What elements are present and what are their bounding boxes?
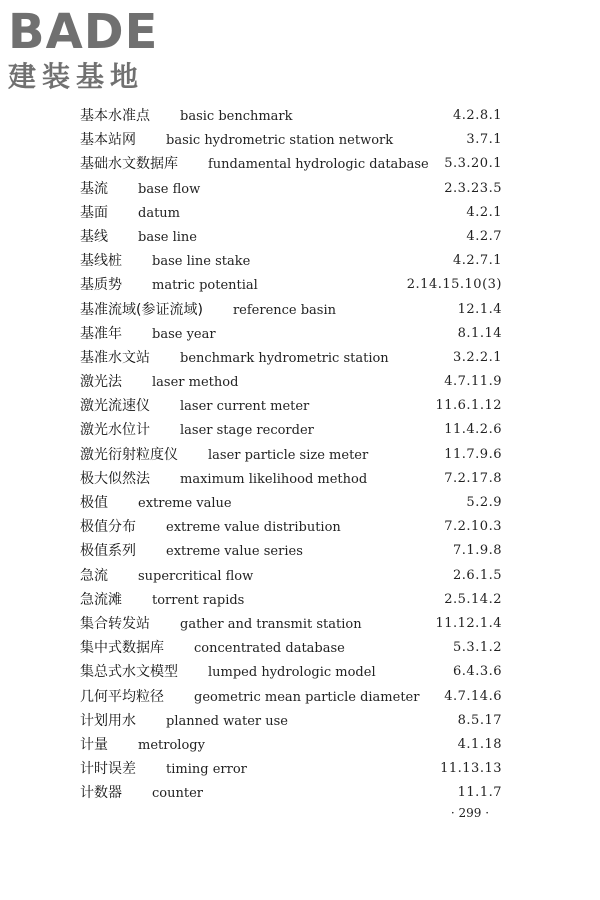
entry-english: lumped hydrologic model — [208, 665, 376, 681]
entry-english: extreme value — [138, 496, 232, 511]
entry-term: 基流 — [80, 180, 108, 197]
entry-section-ref: 8.5.17 — [457, 712, 502, 728]
glossary-entry — [80, 273, 502, 297]
glossary-entry — [80, 370, 502, 394]
entry-english: basic hydrometric station network — [166, 133, 394, 149]
entry-term: 基线桩 — [80, 253, 122, 270]
logo-subtitle: 建装基地 — [8, 60, 145, 93]
glossary-entry — [80, 418, 502, 442]
entry-english: maximum likelihood method — [180, 471, 368, 487]
entry-english: laser method — [152, 375, 239, 391]
entry-english: matric potential — [152, 278, 258, 294]
entry-term: 基线 — [80, 228, 108, 245]
entry-term: 激光衍射粒度仪 — [80, 446, 178, 463]
entry-section-ref: 5.2.9 — [466, 495, 502, 510]
glossary-entry — [80, 128, 502, 152]
entry-english: base flow — [138, 181, 201, 197]
glossary-entry — [80, 660, 502, 684]
glossary-entry — [80, 394, 502, 418]
entry-english: counter — [152, 786, 203, 802]
entry-english: extreme value distribution — [166, 520, 341, 536]
logo-word: BADE — [8, 4, 159, 60]
entry-section-ref: 3.2.2.1 — [453, 349, 502, 365]
entry-term: 集合转发站 — [80, 615, 150, 632]
entry-term: 极大似然法 — [80, 470, 150, 487]
entry-section-ref: 4.2.8.1 — [453, 108, 502, 123]
entry-section-ref: 7.1.9.8 — [453, 543, 502, 559]
entry-term: 基准流域(参证流域) — [80, 301, 203, 318]
page-number: · 299 · — [450, 806, 490, 820]
entry-english: reference basin — [232, 302, 337, 318]
glossary-entry — [80, 564, 502, 588]
glossary-entry — [80, 298, 502, 322]
entry-term: 急流滩 — [80, 591, 122, 608]
entry-term: 激光流速仪 — [80, 398, 150, 415]
entry-term: 计划用水 — [80, 712, 136, 729]
glossary-entry — [80, 491, 502, 515]
entry-term: 集中式数据库 — [80, 640, 164, 657]
entry-section-ref: 5.3.1.2 — [453, 640, 502, 656]
entry-section-ref: 12.1.4 — [457, 301, 502, 317]
entry-section-ref: 4.7.14.6 — [444, 688, 502, 704]
entry-english: extreme value series — [166, 544, 303, 560]
entry-term: 极值系列 — [80, 543, 136, 560]
entry-section-ref: 6.4.3.6 — [453, 664, 502, 680]
entry-english: datum — [138, 205, 180, 221]
entry-term: 急流 — [80, 567, 108, 584]
entry-english: benchmark hydrometric station — [180, 350, 389, 366]
entry-english: fundamental hydrologic database — [208, 157, 429, 173]
glossary-list — [80, 104, 502, 805]
entry-english: timing error — [166, 762, 247, 778]
entry-section-ref: 11.13.13 — [440, 761, 502, 777]
entry-section-ref: 4.2.7.1 — [453, 253, 502, 269]
entry-section-ref: 4.2.7 — [466, 228, 502, 244]
entry-english: supercritical flow — [138, 568, 254, 584]
entry-section-ref: 11.1.7 — [457, 785, 502, 801]
entry-section-ref: 2.5.14.2 — [444, 591, 502, 607]
entry-section-ref: 11.4.2.6 — [444, 422, 502, 438]
glossary-entry — [80, 515, 502, 539]
entry-term: 极值分布 — [80, 519, 136, 536]
entry-term: 几何平均粒径 — [80, 688, 164, 705]
entry-english: base line stake — [152, 254, 251, 270]
entry-english: gather and transmit station — [180, 616, 362, 632]
glossary-entry — [80, 249, 502, 273]
entry-term: 激光水位计 — [80, 422, 150, 439]
entry-term: 基本站网 — [80, 132, 136, 149]
entry-term: 计数器 — [80, 785, 122, 802]
glossary-entry — [80, 104, 502, 128]
glossary-entry — [80, 322, 502, 346]
entry-section-ref: 7.2.17.8 — [444, 470, 502, 486]
entry-english: concentrated database — [194, 641, 345, 657]
glossary-entry — [80, 588, 502, 612]
entry-term: 基础水文数据库 — [80, 156, 178, 173]
entry-term: 基准水文站 — [80, 349, 150, 366]
entry-term: 基本水准点 — [80, 108, 150, 124]
glossary-entry — [80, 346, 502, 370]
glossary-entry — [80, 757, 502, 781]
glossary-entry — [80, 177, 502, 201]
entry-term: 集总式水文模型 — [80, 664, 178, 681]
entry-section-ref: 2.14.15.10(3) — [406, 277, 502, 293]
entry-term: 基面 — [80, 204, 108, 221]
glossary-entry — [80, 709, 502, 733]
entry-term: 计时误差 — [80, 761, 136, 778]
entry-term: 基质势 — [80, 277, 122, 294]
glossary-entry — [80, 225, 502, 249]
glossary-entry — [80, 539, 502, 563]
glossary-entry — [80, 781, 502, 805]
glossary-entry — [80, 152, 502, 176]
glossary-entry — [80, 612, 502, 636]
entry-section-ref: 8.1.14 — [457, 325, 502, 341]
entry-english: base year — [152, 326, 216, 342]
glossary-entry — [80, 201, 502, 225]
glossary-entry — [80, 467, 502, 491]
entry-english: planned water use — [166, 713, 289, 729]
entry-term: 基准年 — [80, 325, 122, 342]
glossary-entry — [80, 733, 502, 757]
entry-english: torrent rapids — [152, 592, 245, 608]
entry-section-ref: 2.6.1.5 — [453, 567, 502, 583]
entry-english: laser particle size meter — [208, 447, 369, 463]
glossary-entry — [80, 685, 502, 709]
entry-term: 激光法 — [80, 374, 122, 391]
entry-section-ref: 5.3.20.1 — [444, 156, 502, 172]
entry-section-ref: 3.7.1 — [466, 132, 502, 148]
entry-english: basic benchmark — [180, 109, 293, 124]
entry-english: metrology — [138, 737, 205, 753]
entry-section-ref: 11.7.9.6 — [444, 446, 502, 462]
entry-english: laser stage recorder — [180, 423, 314, 439]
entry-english: laser current meter — [180, 399, 310, 415]
entry-section-ref: 4.2.1 — [466, 204, 502, 220]
entry-section-ref: 7.2.10.3 — [444, 519, 502, 535]
watermark-logo — [8, 6, 178, 96]
entry-section-ref: 4.1.18 — [457, 736, 502, 752]
entry-section-ref: 4.7.11.9 — [444, 374, 502, 390]
entry-section-ref: 11.12.1.4 — [435, 615, 502, 631]
entry-term: 计量 — [80, 736, 108, 753]
entry-section-ref: 11.6.1.12 — [435, 398, 502, 414]
glossary-entry — [80, 636, 502, 660]
glossary-entry — [80, 443, 502, 467]
entry-english: base line — [138, 229, 197, 245]
entry-english: geometric mean particle diameter — [194, 689, 420, 705]
entry-term: 极值 — [80, 495, 108, 511]
entry-section-ref: 2.3.23.5 — [444, 180, 502, 196]
